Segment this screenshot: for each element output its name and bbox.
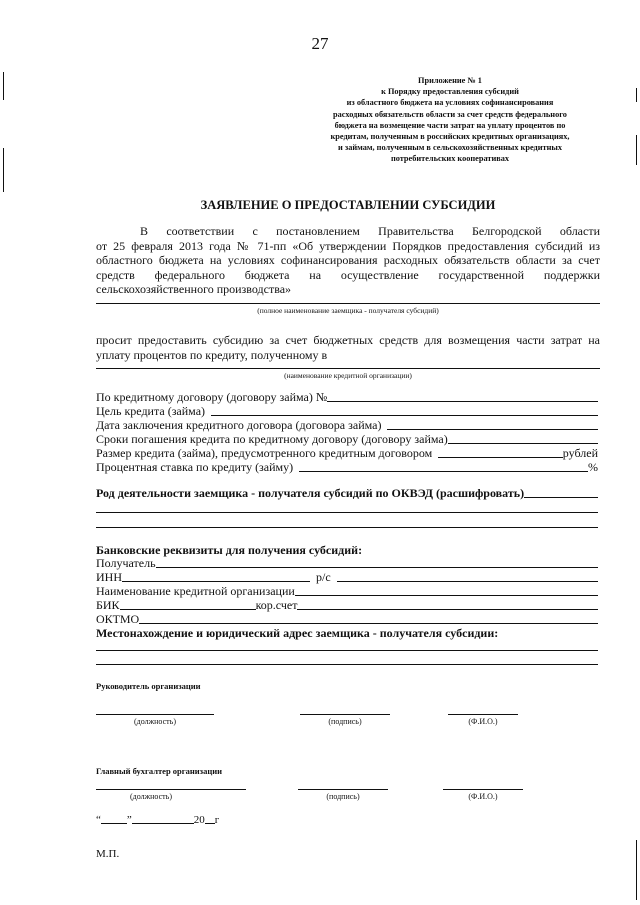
inn-row bbox=[96, 570, 598, 584]
bank-caption: (наименование кредитной организации) bbox=[284, 371, 412, 380]
amount-unit: рублей bbox=[562, 446, 598, 460]
address-label: Местонахождение и юридический адрес заемщика - получателя субсидии: bbox=[96, 626, 499, 640]
intro-line: от 25 февраля 2013 года № 71-пп «Об утверждении Порядков предоставления субсидий из bbox=[96, 238, 600, 253]
accountant-signature-caption: (подпись) bbox=[326, 792, 360, 801]
intro-line: В соответствии с постановлением Правительства Белгородской области bbox=[140, 224, 600, 238]
bank-name-label: Наименование кредитной организации bbox=[96, 584, 295, 598]
scan-mark bbox=[636, 135, 637, 165]
quote-open: “ bbox=[96, 814, 101, 826]
appendix-line: Приложение № 1 bbox=[418, 76, 482, 85]
address-row bbox=[96, 626, 598, 640]
applicant-caption: (полное наименование заемщика - получателя субсидий) bbox=[257, 306, 439, 315]
applicant-name-field[interactable] bbox=[96, 303, 600, 304]
rate-field[interactable] bbox=[299, 471, 588, 472]
accountant-signature-field[interactable] bbox=[298, 789, 388, 790]
appendix-line: и займам, полученным в сельскохозяйственных кредитных bbox=[338, 143, 562, 153]
head-signature-field[interactable] bbox=[300, 714, 390, 715]
appendix-header bbox=[300, 75, 600, 165]
okved-label: Род деятельности заемщика - получателя субсидий по ОКВЭД (расшифровать) bbox=[96, 486, 525, 500]
head-position-field[interactable] bbox=[96, 714, 214, 715]
contract-row bbox=[96, 390, 598, 404]
bik-label: БИК bbox=[96, 598, 120, 612]
request-line: просит предоставить субсидию за счет бюджетных средств для возмещения части затрат на bbox=[96, 333, 600, 347]
appendix-line: бюджета на возмещение части затрат на уплату процентов по bbox=[334, 120, 566, 130]
accountant-name-caption: (Ф.И.О.) bbox=[468, 792, 498, 801]
year-field[interactable] bbox=[205, 823, 215, 824]
bank-name-details-field[interactable] bbox=[295, 595, 598, 596]
terms-row bbox=[96, 432, 598, 446]
document-title: ЗАЯВЛЕНИЕ О ПРЕДОСТАВЛЕНИИ СУБСИДИИ bbox=[200, 198, 496, 212]
contract-label: По кредитному договору (договору займа) № bbox=[96, 390, 328, 404]
intro-line: средств федерального бюджета на осуществление государственной поддержки bbox=[96, 267, 600, 282]
bik-row bbox=[96, 598, 598, 612]
stamp-label: М.П. bbox=[96, 848, 120, 860]
recipient-row bbox=[96, 556, 598, 570]
corr-account-label: кор.счет bbox=[255, 598, 298, 612]
bank-name-row bbox=[96, 584, 598, 598]
purpose-row bbox=[96, 404, 598, 418]
address-line-1[interactable] bbox=[96, 650, 598, 651]
head-signature-caption: (подпись) bbox=[328, 717, 362, 726]
okved-row bbox=[96, 486, 598, 500]
appendix-line: расходных обязательств области за счет средств федерального bbox=[333, 109, 567, 119]
scan-mark bbox=[636, 840, 637, 900]
request-line: уплату процентов по кредиту, полученному в bbox=[96, 347, 328, 362]
inn-field[interactable] bbox=[122, 581, 310, 582]
purpose-field[interactable] bbox=[211, 415, 598, 416]
terms-label: Сроки погашения кредита по кредитному договору (договору займа) bbox=[96, 432, 448, 446]
terms-field[interactable] bbox=[448, 443, 598, 444]
amount-row bbox=[96, 446, 598, 460]
head-name-field[interactable] bbox=[448, 714, 518, 715]
head-label: Руководитель организации bbox=[96, 681, 201, 691]
head-position-caption: (должность) bbox=[134, 717, 176, 726]
okved-line-2[interactable] bbox=[96, 512, 598, 513]
year-suffix: г bbox=[214, 814, 220, 826]
scan-mark bbox=[636, 88, 637, 102]
oktmo-field[interactable] bbox=[139, 623, 598, 624]
rate-unit: % bbox=[588, 460, 598, 474]
bank-details-heading bbox=[96, 543, 598, 557]
contract-number-field[interactable] bbox=[327, 401, 598, 402]
date-label: Дата заключения кредитного договора (договора займа) bbox=[96, 418, 382, 432]
accountant-name-field[interactable] bbox=[443, 789, 523, 790]
month-field[interactable] bbox=[132, 823, 194, 824]
rate-row bbox=[96, 460, 598, 474]
purpose-label: Цель кредита (займа) bbox=[96, 404, 206, 418]
appendix-line: потребительских кооперативах bbox=[390, 154, 510, 164]
head-name-caption: (Ф.И.О.) bbox=[468, 717, 498, 726]
accountant-position-field[interactable] bbox=[96, 789, 246, 790]
accountant-label: Главный бухгалтер организации bbox=[96, 766, 223, 776]
page-number: 27 bbox=[311, 34, 329, 53]
appendix-line: к Порядку предоставления субсидий bbox=[381, 87, 519, 97]
okved-field[interactable] bbox=[524, 497, 598, 498]
date-line bbox=[96, 812, 219, 826]
quote-close: ” bbox=[126, 814, 132, 826]
amount-field[interactable] bbox=[438, 457, 563, 458]
okved-line-3[interactable] bbox=[96, 527, 598, 528]
address-line-2[interactable] bbox=[96, 664, 598, 665]
intro-line: сельскохозяйственного производства» bbox=[96, 282, 292, 297]
bank-name-field[interactable] bbox=[96, 368, 600, 369]
intro-line: областного бюджета на условиях софинансирования расходных обязательств области за счет bbox=[96, 253, 600, 268]
request-paragraph bbox=[96, 333, 600, 362]
account-label: р/с bbox=[316, 570, 331, 584]
recipient-label: Получатель bbox=[96, 556, 156, 570]
rate-label: Процентная ставка по кредиту (займу) bbox=[96, 460, 294, 474]
oktmo-label: ОКТМО bbox=[96, 612, 140, 626]
year-prefix: 20 bbox=[193, 814, 205, 826]
intro-paragraph bbox=[96, 224, 600, 297]
bik-field[interactable] bbox=[120, 609, 256, 610]
account-field[interactable] bbox=[337, 581, 598, 582]
appendix-line: из областного бюджета на условиях софинансирования bbox=[346, 98, 554, 108]
bank-details-title: Банковские реквизиты для получения субсидий: bbox=[96, 543, 363, 557]
day-field[interactable] bbox=[101, 823, 127, 824]
inn-label: ИНН bbox=[96, 570, 122, 584]
scan-mark bbox=[3, 72, 4, 100]
oktmo-row bbox=[96, 612, 598, 626]
appendix-line: кредитам, полученным в российских кредитных организациях, bbox=[330, 132, 570, 142]
date-row bbox=[96, 418, 598, 432]
recipient-field[interactable] bbox=[156, 567, 598, 568]
amount-label: Размер кредита (займа), предусмотренного кредитным договором bbox=[96, 446, 433, 460]
scan-mark bbox=[3, 148, 4, 192]
accountant-position-caption: (должность) bbox=[130, 792, 172, 801]
contract-date-field[interactable] bbox=[387, 429, 598, 430]
corr-account-field[interactable] bbox=[297, 609, 598, 610]
